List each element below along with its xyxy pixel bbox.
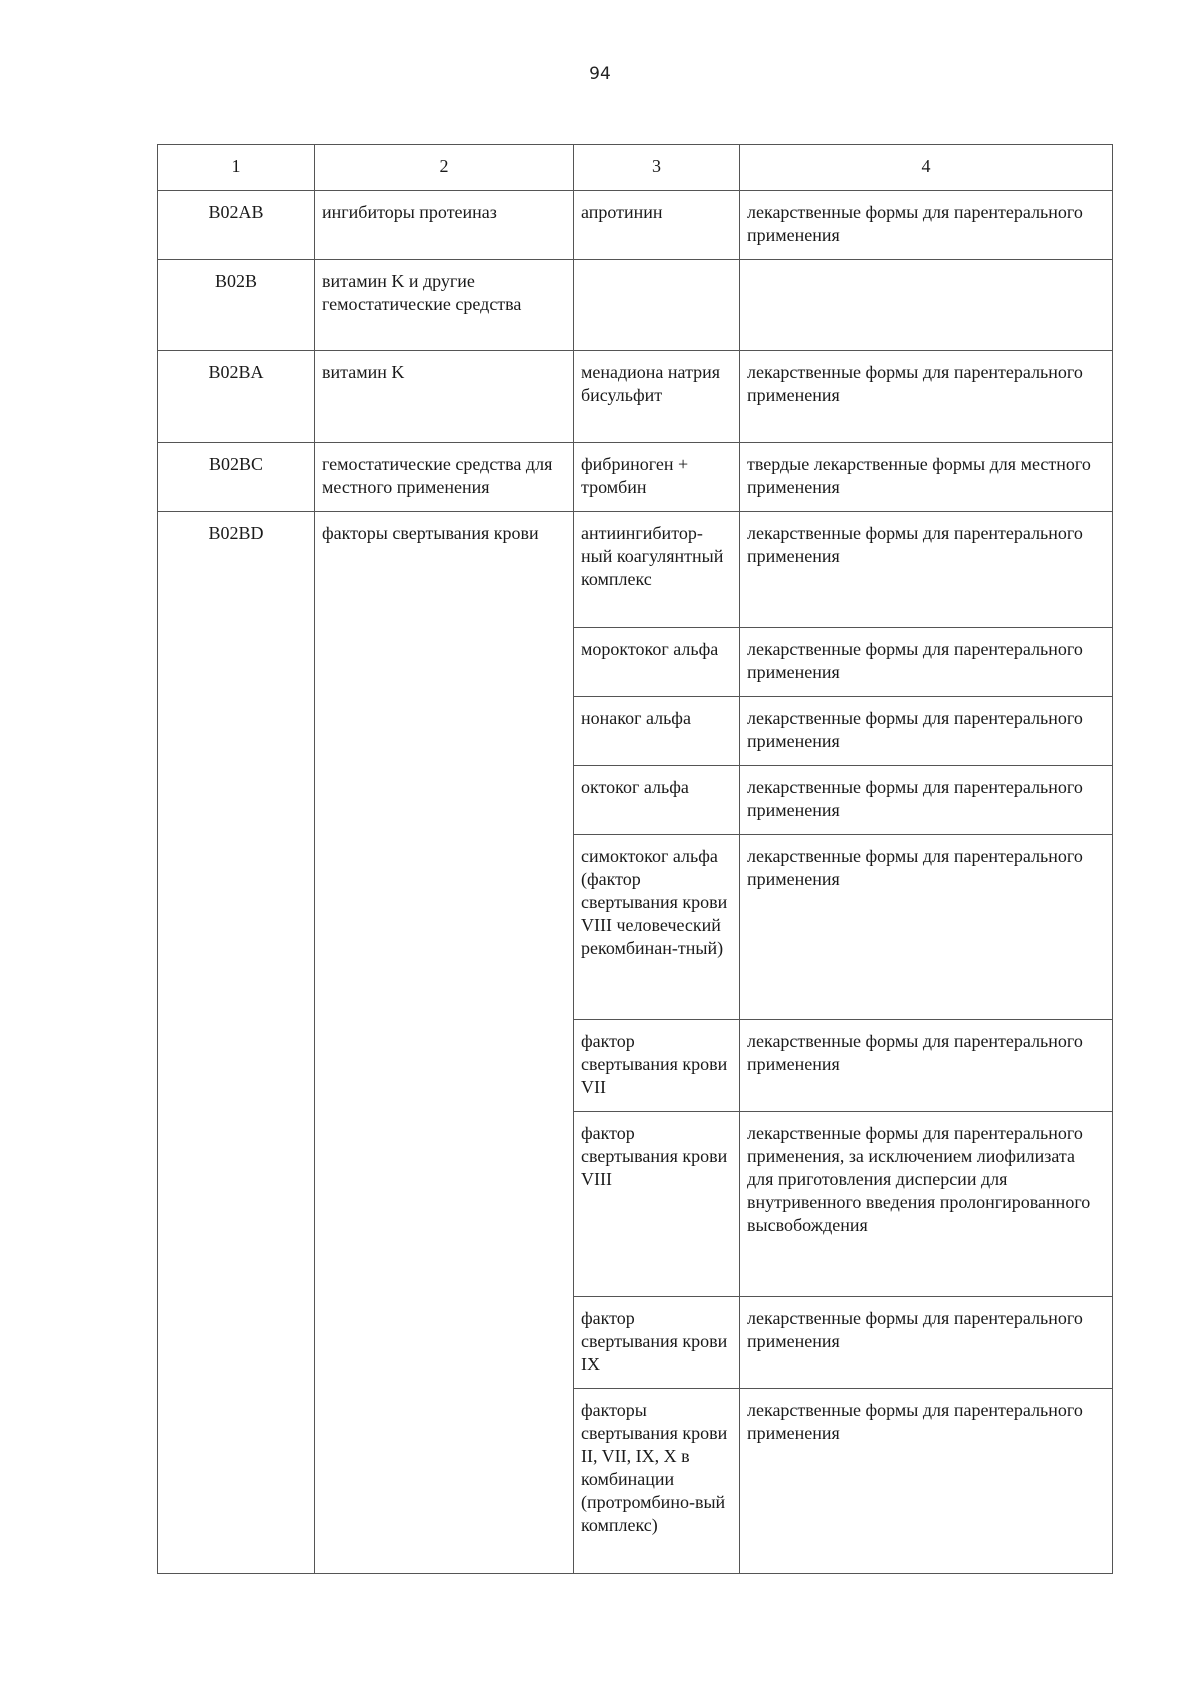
- group-cell: гемостатические средства для местного применения: [315, 443, 574, 512]
- group-cell: ингибиторы протеиназ: [315, 191, 574, 260]
- page-number: 94: [589, 64, 611, 84]
- dosage-form-cell: лекарственные формы для парентерального применения: [740, 766, 1113, 835]
- dosage-form-cell: [740, 260, 1113, 351]
- table-row: [158, 443, 1113, 512]
- dosage-form-cell: лекарственные формы для парентерального применения: [740, 835, 1113, 1020]
- header-cell-1: 1: [158, 145, 315, 191]
- dosage-form-cell: лекарственные формы для парентерального применения: [740, 1297, 1113, 1389]
- atc-code-cell: B02BC: [158, 443, 315, 512]
- substance-cell: симоктоког альфа (фактор свертывания крови VIII человеческий рекомбинан-тный): [574, 835, 740, 1020]
- group-cell: витамин K и другие гемостатические средства: [315, 260, 574, 351]
- substance-cell: фактор свертывания крови IX: [574, 1297, 740, 1389]
- table-row: [158, 260, 1113, 351]
- substance-cell: факторы свертывания крови II, VII, IX, X в комбинации (протромбино-вый комплекс): [574, 1389, 740, 1574]
- substance-cell: фактор свертывания крови VIII: [574, 1112, 740, 1297]
- substance-cell: фактор свертывания крови VII: [574, 1020, 740, 1112]
- substance-cell: апротинин: [574, 191, 740, 260]
- substance-cell: антиингибитор-ный коагулянтный комплекс: [574, 512, 740, 628]
- substance-cell: менадиона натрия бисульфит: [574, 351, 740, 443]
- dosage-form-cell: лекарственные формы для парентерального применения: [740, 628, 1113, 697]
- table-row: [158, 512, 1113, 628]
- table-row: [158, 191, 1113, 260]
- table-header-row: [158, 145, 1113, 191]
- dosage-form-cell: лекарственные формы для парентерального применения: [740, 351, 1113, 443]
- dosage-form-cell: лекарственные формы для парентерального применения: [740, 1020, 1113, 1112]
- substance-cell: октоког альфа: [574, 766, 740, 835]
- dosage-form-cell: твердые лекарственные формы для местного применения: [740, 443, 1113, 512]
- header-cell-2: 2: [315, 145, 574, 191]
- dosage-form-cell: лекарственные формы для парентерального применения: [740, 1389, 1113, 1574]
- substance-cell: мороктоког альфа: [574, 628, 740, 697]
- group-cell: факторы свертывания крови: [315, 512, 574, 1574]
- header-cell-3: 3: [574, 145, 740, 191]
- table-row: [158, 351, 1113, 443]
- substance-cell: нонаког альфа: [574, 697, 740, 766]
- substance-cell: фибриноген + тромбин: [574, 443, 740, 512]
- group-cell: витамин K: [315, 351, 574, 443]
- atc-code-cell: B02BD: [158, 512, 315, 1574]
- dosage-form-cell: лекарственные формы для парентерального применения: [740, 697, 1113, 766]
- atc-code-cell: B02B: [158, 260, 315, 351]
- header-cell-4: 4: [740, 145, 1113, 191]
- drug-table: [157, 144, 1113, 1574]
- dosage-form-cell: лекарственные формы для парентерального применения, за исключением лиофилизата для приготовления дисперсии для внутривенного введения пролонгированного высвобождения: [740, 1112, 1113, 1297]
- atc-code-cell: B02AB: [158, 191, 315, 260]
- atc-code-cell: B02BA: [158, 351, 315, 443]
- substance-cell: [574, 260, 740, 351]
- dosage-form-cell: лекарственные формы для парентерального применения: [740, 191, 1113, 260]
- dosage-form-cell: лекарственные формы для парентерального применения: [740, 512, 1113, 628]
